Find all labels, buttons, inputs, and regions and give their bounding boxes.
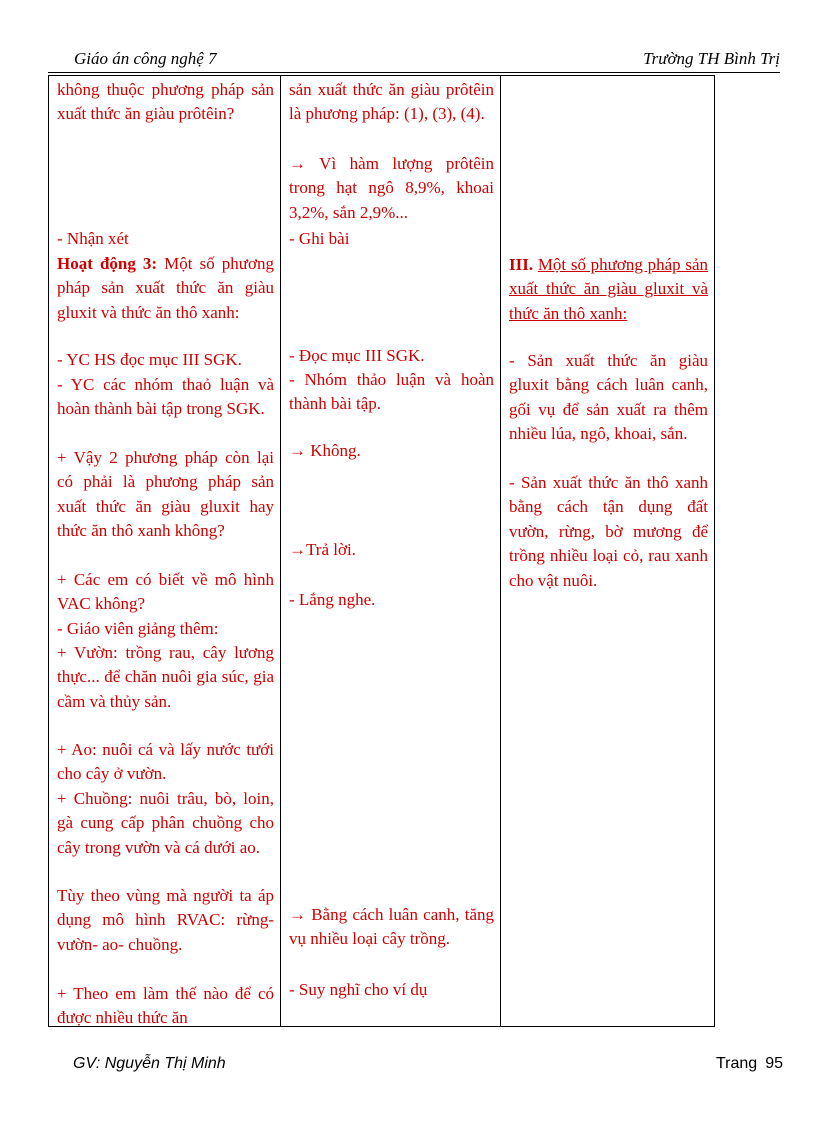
footer-page [716,1055,783,1073]
col2-text: → Không. [289,441,361,460]
page-number: 95 [765,1055,783,1072]
col2-text: - Ghi bài [289,229,350,248]
col2-text: - Suy nghĩ cho ví dụ [289,980,428,999]
col2-text: → Bằng cách luân canh, tăng vụ nhiều loại cây trồng. [289,905,494,949]
col3-text: - Sản xuất thức ăn thô xanh bằng cách tận dụng đất vườn, rừng, bờ mương để trồng nhiều loại cỏ, rau xanh cho vật nuôi. [509,473,708,590]
col1-text: không thuộc phương pháp sản xuất thức ăn giàu prôtêin? [57,80,274,124]
col1-text: - YC các nhóm thaỏ luận và hoàn thành bài tập trong SGK. [57,375,274,419]
teacher-activity-column [49,76,281,1026]
col2-text: - Đọc mục III SGK. [289,346,425,365]
col1-text: + Chuồng: nuôi trâu, bò, loin, gà cung cấp phân chuồng cho cây trong vườn và cá dưới ao. [57,789,274,857]
col1-text: + Vườn: trồng rau, cây lương thực... để chăn nuôi gia súc, gia cầm và thủy sản. [57,643,274,711]
page-header-left: Giáo án công nghệ 7 [74,49,217,68]
col3-text: - Sản xuất thức ăn giàu gluxit bằng cách luân canh, gối vụ để sản xuất ra thêm nhiều lúa, ngô, khoai, sắn. [509,351,708,444]
col1-text: Tùy theo vùng mà người ta áp dụng mô hình RVAC: rừng- vườn- ao- chuồng. [57,886,274,954]
col2-text: → Vì hàm lượng prôtêin trong hạt ngô 8,9%, khoai 3,2%, sắn 2,9%... [289,154,494,222]
col1-text: + Vậy 2 phương pháp còn lại có phải là phương pháp sản xuất thức ăn giàu gluxit hay thức ăn thô xanh không? [57,448,274,541]
col1-text: - YC HS đọc mục III SGK. [57,350,242,369]
col2-text: - Lắng nghe. [289,590,376,609]
col1-text: + Ao: nuôi cá và lấy nước tưới cho cây ở vườn. [57,740,274,784]
header-divider [48,72,780,73]
section-iii-title: Một số phương pháp sản xuất thức ăn giàu gluxit và thức ăn thô xanh: [509,255,708,323]
activity-3-label: Hoạt động 3: [57,254,158,273]
section-iii-number: III. [509,255,534,274]
lesson-content-column [501,76,714,1026]
student-activity-column [281,76,501,1026]
col1-text: - Nhận xét [57,229,129,248]
activity-3-title: Một số phương pháp sản xuất thức ăn giàu gluxit và thức ăn thô xanh: [57,254,274,322]
activity-3-heading [57,252,274,325]
col1-text: - Giáo viên giảng thêm: [57,619,219,638]
footer-teacher: GV: Nguyễn Thị Minh [73,1055,226,1072]
page-label: Trang [716,1055,758,1072]
col1-text: + Các em có biết về mô hình VAC không? [57,570,274,614]
col2-text: →Trả lời. [289,540,356,559]
col2-text: - Nhóm thảo luận và hoàn thành bài tập. [289,370,494,414]
page-header-right: Trường TH Bình Trị [643,49,780,68]
col2-text: sản xuất thức ăn giàu prôtêin là phương pháp: (1), (3), (4). [289,80,494,124]
col1-text: + Theo em làm thế nào để có được nhiều thức ăn [57,984,274,1028]
lesson-table [48,75,715,1027]
section-iii-heading [509,253,708,326]
